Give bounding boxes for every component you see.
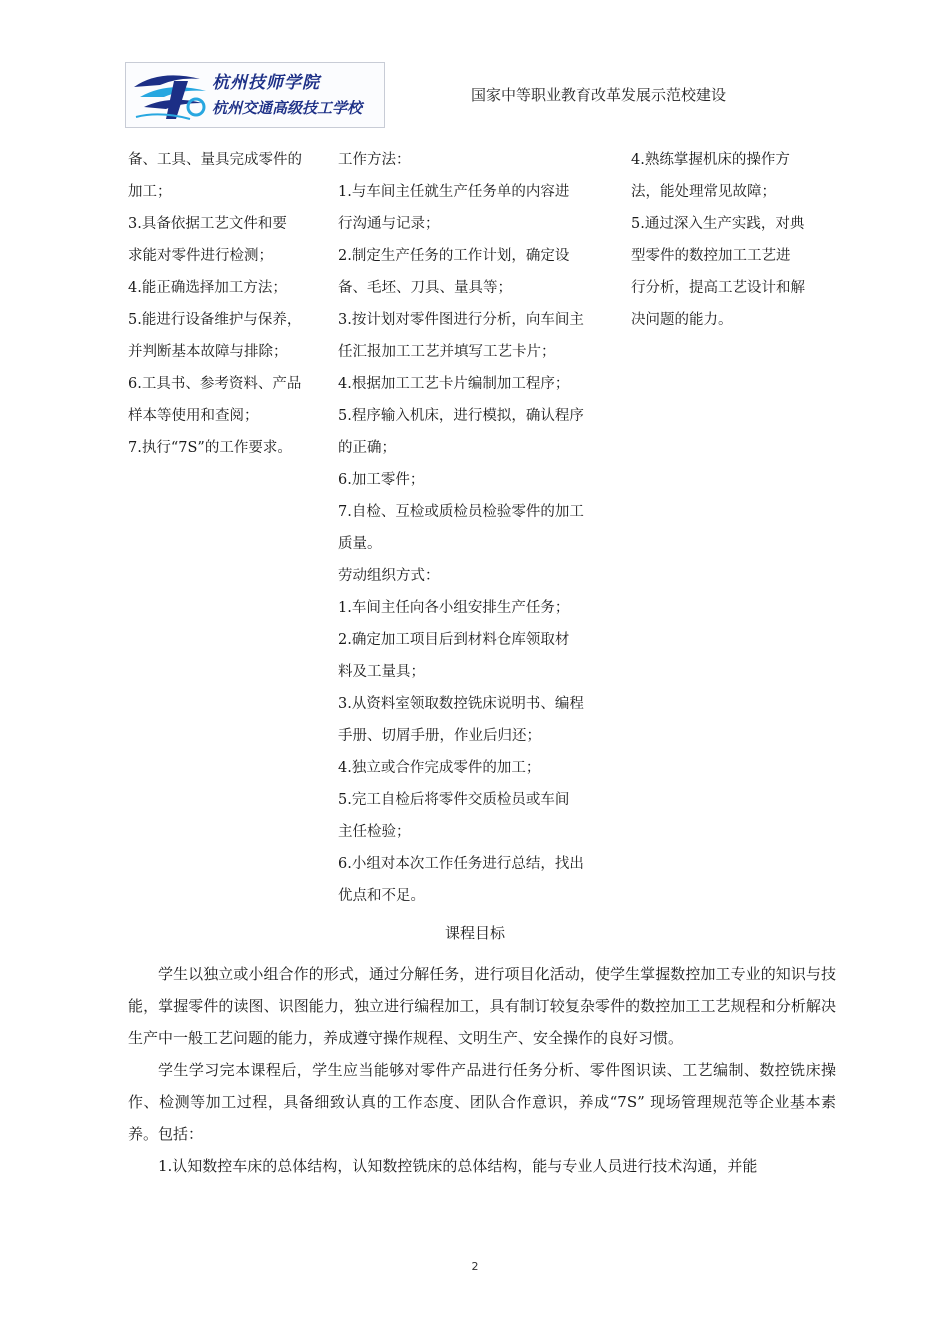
column-line: 法，能处理常见故障； bbox=[631, 184, 776, 200]
column-line: 6.加工零件； bbox=[338, 472, 425, 488]
column-line: 手册、切屑手册，作业后归还； bbox=[338, 728, 541, 744]
column-line: 主任检验； bbox=[338, 824, 411, 840]
column-line: 并判断基本故障与排除； bbox=[128, 344, 288, 360]
column-line: 5.完工自检后将零件交质检员或车间 bbox=[338, 792, 570, 808]
column-line: 3.按计划对零件图进行分析，向车间主 bbox=[338, 312, 584, 328]
column-line: 备、工具、量具完成零件的 bbox=[128, 152, 302, 168]
column-line: 任汇报加工工艺并填写工艺卡片； bbox=[338, 344, 556, 360]
column-line: 工作方法： bbox=[338, 152, 411, 168]
paragraph-2: 学生学习完本课程后，学生应当能够对零件产品进行任务分析、零件图识读、工艺编制、数控铣床操作、检测等加工过程，具备细致认真的工作态度、团队合作意识，养成“7S” 现场管理规范等企业基本素养。包括： bbox=[128, 1061, 836, 1143]
column-line: 加工； bbox=[128, 184, 172, 200]
column-line: 行分析，提高工艺设计和解 bbox=[631, 280, 805, 296]
table-column-middle bbox=[338, 144, 623, 912]
logo-line-1: 杭州技师学院 bbox=[212, 73, 320, 93]
paragraph-3: 1.认知数控车床的总体结构，认知数控铣床的总体结构，能与专业人员进行技术沟通，并能 bbox=[158, 1157, 758, 1175]
column-line: 样本等使用和查阅； bbox=[128, 408, 259, 424]
column-line: 2.确定加工项目后到材料仓库领取材 bbox=[338, 632, 570, 648]
logo-text bbox=[212, 71, 384, 121]
column-line: 5.能进行设备维护与保养， bbox=[128, 312, 302, 328]
column-line: 料及工量具； bbox=[338, 664, 425, 680]
header-title: 国家中等职业教育改革发展示范校建设 bbox=[471, 86, 727, 104]
column-line: 6.工具书、参考资料、产品 bbox=[128, 376, 302, 392]
column-line: 4.能正确选择加工方法； bbox=[128, 280, 287, 296]
section-title: 课程目标 bbox=[444, 924, 505, 942]
column-line: 7.自检、互检或质检员检验零件的加工 bbox=[338, 504, 584, 520]
logo-emblem-icon bbox=[130, 67, 212, 125]
school-logo bbox=[125, 62, 385, 128]
column-line: 2.制定生产任务的工作计划，确定设 bbox=[338, 248, 570, 264]
column-line: 劳动组织方式： bbox=[338, 568, 440, 584]
column-line: 5.通过深入生产实践，对典 bbox=[631, 216, 805, 232]
column-line: 优点和不足。 bbox=[338, 888, 425, 904]
table-column-left bbox=[128, 144, 326, 464]
column-line: 求能对零件进行检测； bbox=[128, 248, 273, 264]
column-line: 1.车间主任向各小组安排生产任务； bbox=[338, 600, 570, 616]
logo-line-2: 杭州交通高级技工学校 bbox=[212, 99, 363, 117]
column-line: 5.程序输入机床，进行模拟，确认程序 bbox=[338, 408, 584, 424]
column-line: 1.与车间主任就生产任务单的内容进 bbox=[338, 184, 570, 200]
section-body bbox=[128, 958, 836, 1182]
column-line: 4.独立或合作完成零件的加工； bbox=[338, 760, 541, 776]
paragraph-1: 学生以独立或小组合作的形式，通过分解任务，进行项目化活动，使学生掌握数控加工专业的知识与技能，掌握零件的读图、识图能力，独立进行编程加工，具有制订较复杂零件的数控加工工艺规程和分析解决生产中一般工艺问题的能力，养成遵守操作规程、文明生产、安全操作的良好习惯。 bbox=[128, 965, 836, 1047]
column-line: 6.小组对本次工作任务进行总结，找出 bbox=[338, 856, 584, 872]
column-line: 质量。 bbox=[338, 536, 382, 552]
column-line: 型零件的数控加工工艺进 bbox=[631, 248, 791, 264]
column-line: 3.具备依据工艺文件和要 bbox=[128, 216, 287, 232]
column-line: 3.从资料室领取数控铣床说明书、编程 bbox=[338, 696, 584, 712]
column-line: 行沟通与记录； bbox=[338, 216, 440, 232]
column-line: 4.根据加工工艺卡片编制加工程序； bbox=[338, 376, 570, 392]
column-line: 7.执行“7S”的工作要求。 bbox=[128, 440, 292, 456]
table-column-right bbox=[631, 144, 836, 336]
page-header bbox=[125, 62, 835, 130]
column-line: 的正确； bbox=[338, 440, 396, 456]
column-line: 备、毛坯、刀具、量具等； bbox=[338, 280, 512, 296]
column-line: 决问题的能力。 bbox=[631, 312, 733, 328]
column-line: 4.熟练掌握机床的操作方 bbox=[631, 152, 790, 168]
page-number: 2 bbox=[471, 1260, 479, 1273]
